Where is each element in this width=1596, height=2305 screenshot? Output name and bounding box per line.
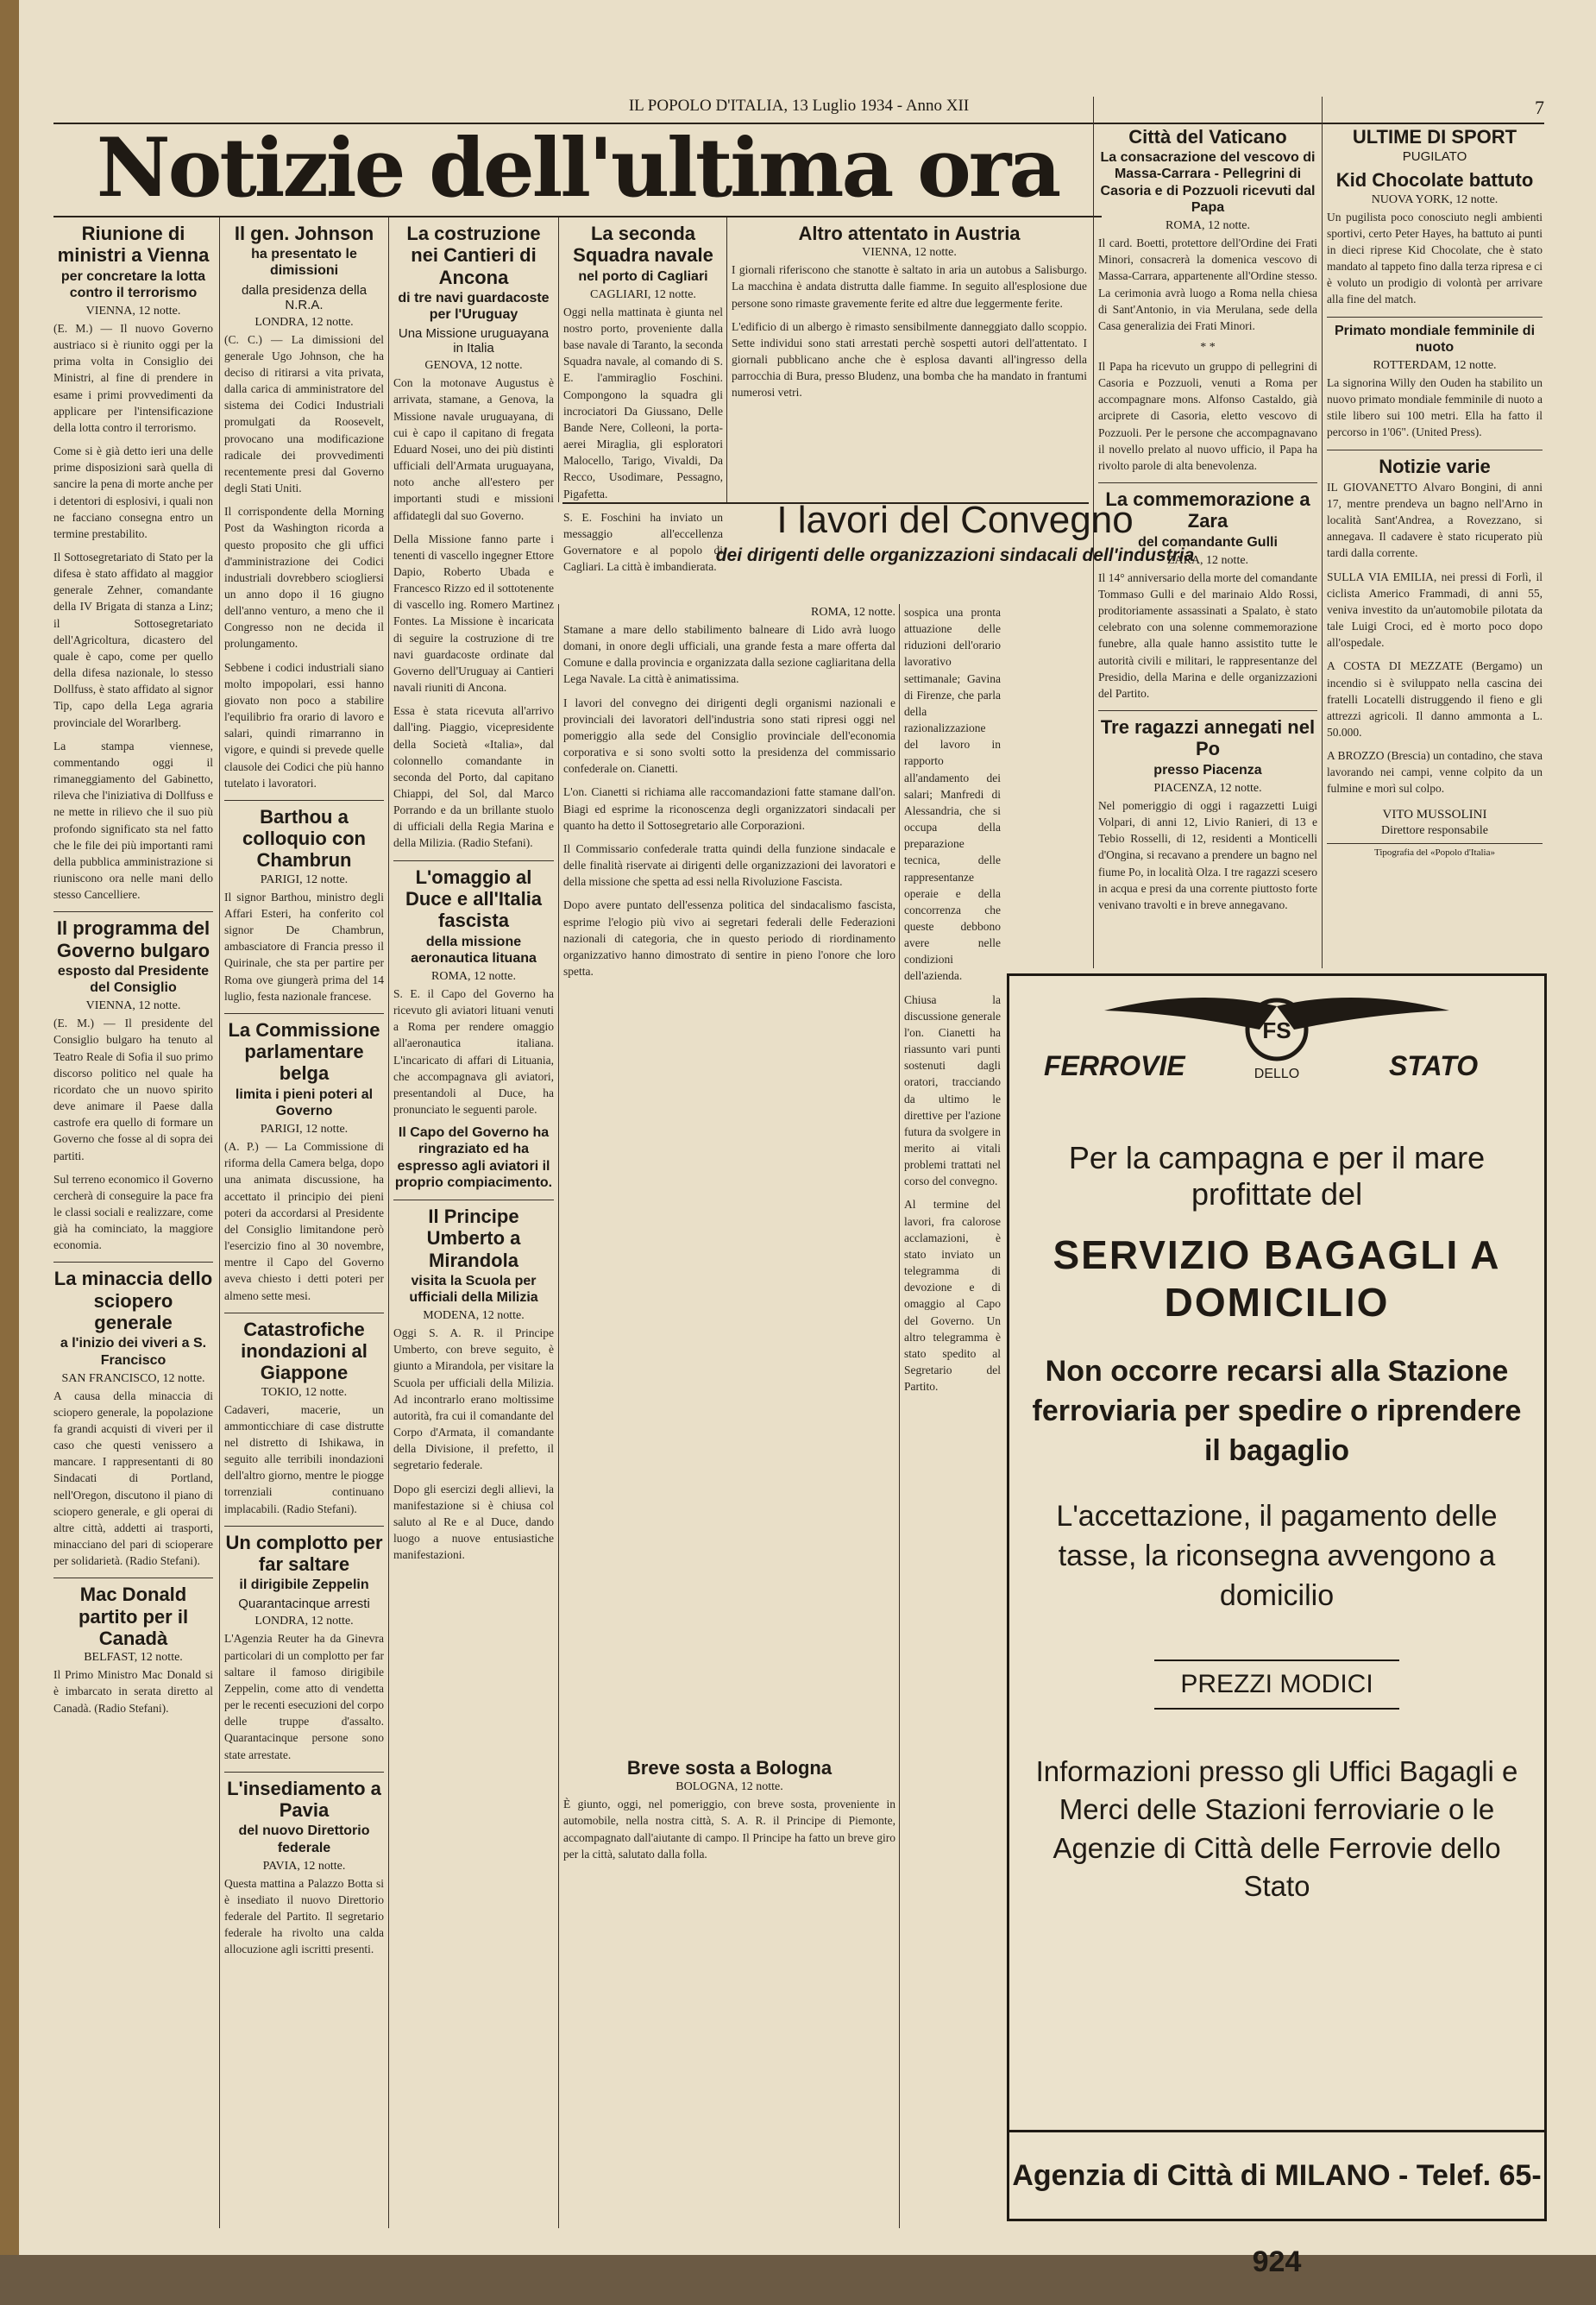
breve-sosta-article [563, 1752, 895, 2226]
article-paragraph: Cadaveri, macerie, un ammonticchiare di case distrutte nel distretto di Ishikawa, in seguito alle terribili inondazioni dell'altro giorno, mentre le piogge torrenziali continuano implacabili. (Radio Stefani). [224, 1402, 384, 1515]
article-paragraph: Un pugilista poco conosciuto negli ambienti sportivi, certo Peter Hayes, ha battuto ai punti in dieci riprese Kid Chocolate, che è stato mandato al tappeto fino dalla terza ripresa e ci è voluto un prodigio di volontà per arrivare alla fine del match. [1327, 210, 1543, 306]
subheadline: a l'inizio dei viveri a S. Francisco [60, 1336, 207, 1368]
kicker: PUGILATO [1402, 149, 1467, 165]
subheadline: Una Missione uruguayana in Italia [398, 326, 550, 356]
headline: Un complotto per far saltare [225, 1531, 383, 1575]
director-signature: VITO MUSSOLINI [1382, 807, 1487, 822]
headline: L'omaggio al Duce e all'Italia fascista [405, 866, 543, 932]
dateline: ROTTERDAM, 12 notte. [1373, 358, 1497, 372]
article-paragraph: Dopo avere puntato dell'essenza politica del sindacalismo fascista, esprime l'elogio più vivo ai segretari federali delle Federazioni nazionali di categoria, che in questo periodo di riordinamento organizzativo hanno dimostrato di sentire in pieno l'onore che loro spetta. [563, 898, 895, 978]
article-paragraph: Il card. Boetti, protettore dell'Ordine dei Frati Minori, consacrerà la domenica vescovo di Massa-Carrara, appartenente all'Ordine stesso. La cerimonia avrà luogo a Roma nella chiesa di Sant'Antonio, in via Merulana, sede della Casa generalizia dei Frati Minori. [1098, 236, 1317, 332]
headline: L'insediamento a Pavia [227, 1777, 381, 1822]
headline: Tre ragazzi annegati nel Po [1100, 716, 1316, 760]
article-paragraph: Sebbene i codici industriali siano molto impopolari, essi hanno giovato non poco a stabilire l'equilibrio fra orario di lavoro e salari, quindi rimarranno in vigore, e quindi si prevede quelle clausole dei Codici che più hanno tutelato i lavoratori. [224, 660, 384, 790]
column-rule [558, 604, 559, 2228]
article-separator [53, 911, 213, 912]
article-paragraph: Sul terreno economico il Governo cercherà di conseguire la pace fra le classi sociali e realizzare, come già ha cominciato, la maggiore economia. [53, 1172, 213, 1252]
article-separator [224, 1526, 384, 1527]
column-1 [53, 217, 213, 2228]
article-paragraph: La signorina Willy den Ouden ha stabilito un nuovo primato mondiale femminile di nuoto a stile libero sui 100 metri. Ella ha fatto il percorso in 1'06". (United Press). [1327, 375, 1543, 439]
headline: Riunione di ministri a Vienna [57, 223, 210, 267]
headline: La costruzione nei Cantieri di Ancona [406, 223, 541, 288]
article-paragraph: Il corrispondente della Morning Post da Washington ricorda a questo proposito che gli uffici d'amministrazione dei Codici industriali dovrebbero sciogliersi un anno dopo il 16 giugno dell'anno venturo, a meno che il Congresso non ne decida il prolungamento. [224, 505, 384, 651]
article-separator [1098, 710, 1317, 711]
ad-line-nostation: Non occorre recarsi alla Stazione ferroviaria per spedire o riprendere il bagaglio [1032, 1355, 1522, 1468]
page-binding-edge [0, 0, 19, 2255]
headline: Il gen. Johnson [234, 223, 374, 244]
column-7 [1327, 121, 1543, 967]
subheadline: del nuovo Direttorio federale [238, 1823, 370, 1855]
subheadline: ha presentato le dimissioni [251, 247, 357, 279]
masthead: Notizie dell'ultima ora [96, 121, 1059, 216]
subheadline: del comandante Gulli [1138, 534, 1278, 550]
article-paragraph: (C. C.) — La dimissioni del generale Ugo Johnson, che ha deciso di ritirarsi a vita privata, dalla carica di amministratore del sistema dei Codici Industriali promulgati da Roosevelt, provocano una modificazione radicale dei provvedimenti recentemente presi dal Governo degli Stati Uniti. [224, 332, 384, 495]
dateline: ZARA, 12 notte. [1166, 553, 1249, 567]
ad-footer-agency: Agenzia di Città di MILANO - Telef. 65-924 [1009, 2130, 1544, 2219]
headline: Kid Chocolate battuto [1335, 169, 1534, 192]
subheadline: della missione aeronautica lituana [411, 934, 537, 966]
subheadline: di tre navi guardacoste per l'Uruguay [398, 290, 550, 323]
article-separator [224, 1772, 384, 1773]
dateline: BELFAST, 12 notte. [84, 1651, 183, 1665]
convegno-headline: I lavori del Convegno [776, 499, 1134, 541]
article-paragraph: Il Sottosegretariato di Stato per la difesa è stato affidato al maggior generale Zehner, comandante della IV Brigata di stanza a Linz; il Sottosegretariato dell'Agricoltura, dicastero del quale è capo, come per quello della difesa nazionale, lo stesso Dollfuss, è stato affidato al signor Tip, capo della Lega agraria provinciale del Worarlberg. [53, 551, 213, 729]
article-paragraph: Al termine del lavori, fra calorose acclamazioni, è stato inviato un telegramma di devozione e di omaggio al Capo del Governo. Un altro telegramma è stato spedito al Segretario del Partito. [904, 1198, 1001, 1394]
dateline: PARIGI, 12 notte. [260, 872, 349, 886]
subheadline: il dirigibile Zeppelin [239, 1578, 369, 1593]
headline: Primato mondiale femminile di nuoto [1334, 323, 1536, 355]
subheadline: per concretare la lotta contro il terrorismo [60, 268, 206, 300]
convegno-column-b [904, 604, 1001, 2226]
article-paragraph: I lavori del convegno dei dirigenti degli organismi nazionali e provinciali dei lavoratori dell'industria sono stati ripresi oggi nel pomeriggio alla sede del Consiglio provinciale dell'economia corporativa e si sono svolti sotto la presidenza del commissario confederale on. Cianetti. [563, 696, 895, 776]
dateline: NUOVA YORK, 12 notte. [1371, 192, 1499, 206]
headline: La minaccia dello sciopero generale [53, 1268, 213, 1334]
article-paragraph: Con la motonave Augustus è arrivata, stamane, a Genova, la Missione navale uruguayana, di cui è capo il capitano di fregata Eduard Nosei, uno dei più distinti ufficiali dell'Armata uruguayana, noto anche all'estero per importanti studi e missioni affidategli dal suo Governo. [393, 376, 554, 522]
page-number: 7 [1535, 97, 1544, 118]
column-4-top [563, 217, 723, 574]
subheadline: visita la Scuola per ufficiali della Milizia [409, 1273, 538, 1305]
subheadline: esposto dal Presidente del Consiglio [57, 963, 210, 996]
article-paragraph: (E. M.) — Il nuovo Governo austriaco si è riunito oggi per la prima volta in Consiglio dei Ministri, al fine di prendere in esame i primi provvedimenti da applicare per l'intensificazione della lotta contro il terrorismo. [53, 321, 213, 434]
column-rule [388, 217, 389, 2228]
article-separator [53, 1262, 213, 1263]
article-paragraph: Il Primo Ministro Mac Donald si è imbarcato in serata diretto al Canadà. (Radio Stefani). [53, 1668, 213, 1715]
ad-line-intro: Per la campagna e per il mare profittate del [1068, 1140, 1486, 1212]
column-rule [726, 217, 727, 502]
headline: La seconda Squadra navale [573, 223, 713, 267]
article-separator [1327, 317, 1543, 318]
article-paragraph: sospica una pronta attuazione delle riduzioni dell'orario lavorativo settimanale; Gavina di Firenze, che parla della razionalizzazione del lavoro in rapporto all'andamento dei salari; Manfredi di Alessandria, che si occupa della preparazione tecnica, delle rappresentanze operaie e della concorrenza che queste debbono avere nelle condizioni dell'azienda. [904, 606, 1001, 983]
article-paragraph: Come si è già detto ieri una delle prime disposizioni sarà quella di sancire la pena di morte anche per i detentori di esplosivi, i quali non ne facciano consegna entro un termine prestabilito. [53, 444, 213, 540]
article-paragraph: L'Agenzia Reuter ha da Ginevra particolari di un complotto per far saltare il famoso dirigibile Zeppelin, come atto di vendetta per le recenti esecuzioni del corpo delle truppe d'assalto. Quarantacinque persone sono state arrestate. [224, 1632, 384, 1761]
column-rule [219, 217, 220, 2228]
column-6 [1098, 121, 1317, 967]
column-2 [224, 217, 384, 2228]
headline: Città del Vaticano [1128, 126, 1287, 148]
article-paragraph: Oggi S. A. R. il Principe Umberto, con breve seguito, è giunto a Mirandola, per visitare la Scuola per ufficiali della Milizia. Ad incontrarlo erano moltissime autorità, fra cui il comandante del Corpo d'Armata, il comandante della Divisione, il prefetto, il segretario federale. [393, 1326, 554, 1472]
article-paragraph: Il Commissario confederale tratta quindi della funzione sindacale e delle finalità riservate ai dirigenti delle organizzazioni dei lavoratori e della missione che spetta ad essi nella Rivoluzione Fascista. [563, 841, 895, 889]
article-paragraph: S. E. Foschini ha inviato un messaggio all'eccellenza Governatore e al popolo di Cagliari. La città è imbandierata. [563, 510, 723, 574]
dateline: GENOVA, 12 notte. [424, 359, 523, 373]
asterisk-divider: * * [1200, 340, 1216, 354]
article-paragraph: Questa mattina a Palazzo Botta si è insediato il nuovo Direttorio federale del Partito. Il segretario federale ha rivolto una calda allocuzione agli iscritti presenti. [224, 1876, 384, 1956]
dateline: CAGLIARI, 12 notte. [590, 287, 696, 301]
article-paragraph: La stampa viennese, commentando oggi il rimaneggiamento del Gabinetto, rileva che l'iniziativa di Dollfuss e ne mette in rilievo che il suo più profondo significato sta nel fatto che le file dei più importanti rami della pubblica amministrazione si riuniscono ora nelle mani dello stesso Cancelliere. [53, 739, 213, 902]
dateline: VIENNA, 12 notte. [862, 246, 957, 260]
ad-line-home: L'accettazione, il pagamento delle tasse, la riconsegna avvengono a domicilio [1056, 1500, 1498, 1612]
headline: Il programma del Governo bulgaro [56, 917, 210, 961]
dateline: TOKIO, 12 notte. [261, 1385, 348, 1399]
article-paragraph: L'edificio di un albergo è rimasto sensibilmente danneggiato dallo scoppio. Sette individui sono stati arrestati perchè sospetti autori dell'attentato. I giornali pubblicano anche che è esplosa davanti all'ingresso della parrocchia di Bura, presso Bludenz, una bomba che ha mandato in frantumi numerosi vetri. [732, 319, 1087, 400]
ad-line-prices: PREZZI MODICI [1154, 1659, 1398, 1710]
article-note: Il Capo del Governo ha ringraziato ed ha espresso agli aviatori il proprio compiacimento. [394, 1125, 553, 1190]
article-paragraph: Chiusa la discussione generale l'on. Cianetti ha riassunto vari punti sostenuti dagli oratori, tracciando da ultimo le direttive per l'azione futura da svolgere in merito ai vitali problemi trattati nel corso del convegno. [904, 992, 1001, 1188]
article-paragraph: A COSTA DI MEZZATE (Bergamo) un incendio si è sviluppato nella cascina dei fratelli Locatelli distruggendo il fieno e gli attrezzi agricoli. Il danno ammonta a L. 50.000. [1327, 659, 1543, 740]
ad-line-service: SERVIZIO BAGAGLI A DOMICILIO [1052, 1232, 1501, 1326]
dateline: SAN FRANCISCO, 12 notte. [61, 1371, 205, 1385]
fs-monogram: FS [1262, 1017, 1291, 1043]
subheadline: Quarantacinque arresti [238, 1596, 370, 1612]
article-paragraph: S. E. il Capo del Governo ha ricevuto gli aviatori lituani venuti a Roma per rendere omaggio all'aeronautica italiana. L'incaricato di affari di Lituania, che accompagnava gli aviatori, presentandoli al Duce, ha pronunciato le seguenti parole. [393, 986, 554, 1116]
subheadline: presso Piacenza [1153, 762, 1262, 778]
headline: Barthou a colloquio con Chambrun [242, 805, 366, 872]
article-paragraph: L'on. Cianetti si richiama alle raccomandazioni fatte stamane dall'on. Biagi ed esprime la riconoscenza degli organizzatori sindacali per quanto ha detto il Sottosegretario alle Corporazioni. [563, 785, 895, 832]
article-paragraph: Il Papa ha ricevuto un gruppo di pellegrini di Casoria e Pozzuoli, venuti a Roma per accompagnare mons. Alfonso Castaldo, già arciprete di Casoria, eletto vescovo di Pozzuoli. Per le persone che accompagnavano il novello prelato al nuovo ufficio, il Papa ha rivolto parole di alta benevolenza. [1098, 359, 1317, 472]
article-separator [1098, 482, 1317, 483]
headline: Catastrofiche inondazioni al Giappone [241, 1318, 368, 1384]
column-rule [1322, 97, 1323, 968]
convegno-subheadline: dei dirigenti delle organizzazioni sindacali dell'industria [715, 545, 1195, 565]
varie-section-title: Notizie varie [1379, 455, 1491, 477]
brand-left: FERROVIE [1044, 1050, 1185, 1081]
headline: Mac Donald partito per il Canadà [78, 1584, 189, 1650]
dateline: ROMA, 12 notte. [1166, 219, 1250, 233]
article-paragraph: Oggi nella mattinata è giunta nel nostro porto, proveniente dalla base navale di Taranto, la seconda Squadra navale, al comando di S. E. l'ammiraglio Foschini. Compongono la squadra gli incrociatori Da Giussano, Delle Bande Nere, Colleoni, la porta-aerei Miraglia, gli esploratori Malocello, Tarigo, Vivaldi, Da Recco, Usodimare, Pessagno, Pigafetta. [563, 305, 723, 501]
subheadline: limita i pieni poteri al Governo [235, 1086, 374, 1118]
dateline: ROMA, 12 notte. [431, 969, 516, 983]
headline: La Commissione parlamentare belga [228, 1018, 380, 1085]
article-paragraph: Della Missione fanno parte i tenenti di vascello ingegner Ettore Dapio, Roberto Ubada e Francesco Rizzo ed il sottotenente di vascello ing. Romero Martinez Fontes. La Missione è incaricata di seguire la costruzione di tre navi guardacoste ordinate dal Governo dell'Uruguay ai Cantieri navali riuniti di Ancona. [393, 532, 554, 695]
ferrovie-logo [1009, 976, 1544, 1097]
subheadline: La consacrazione del vescovo di Massa-Carrara - Pellegrini di Casoria e di Pozzuoli ricevuti dal Papa [1100, 150, 1316, 215]
ad-line-info: Informazioni presso gli Uffici Bagagli e Merci delle Stazioni ferroviarie o le Agenzie di Città delle Ferrovie dello Stato [1035, 1754, 1518, 1903]
dateline: PARIGI, 12 notte. [260, 1123, 349, 1137]
article-paragraph: Il 14° anniversario della morte del comandante Tommaso Gulli e del marinaio Aldo Rossi, proditoriamente assassinati a Spalato, è stato celebrato con una solenne commemorazione funebre, alla quale hanno assistito tutte le autorità civili e militari, le rappresentanze del Presidio, della Marina e delle organizzazioni del Partito. [1098, 570, 1317, 700]
convegno-column-a [563, 604, 895, 1743]
dateline: PAVIA, 12 notte. [262, 1859, 346, 1873]
sport-section-title: ULTIME DI SPORT [1352, 126, 1517, 148]
dateline: LONDRA, 12 notte. [254, 315, 354, 329]
dateline: BOLOGNA, 12 notte. [675, 1780, 783, 1794]
dateline: PIACENZA, 12 notte. [1153, 781, 1262, 795]
printer-credit: Tipografia del «Popolo d'Italia» [1327, 843, 1543, 858]
newspaper-page [19, 0, 1596, 2278]
article-separator [393, 860, 554, 861]
headline: La commemorazione a Zara [1105, 488, 1310, 532]
headline: Il Principe Umberto a Mirandola [426, 1205, 521, 1271]
dateline: ROMA, 12 notte. [811, 606, 895, 619]
column-rule [558, 217, 559, 502]
article-paragraph: Stamane a mare dello stabilimento balneare di Lido avrà luogo domani, in onore degli ufficiali, una grande festa a mare offerta dal Comune e dalla provincia e organizzata dalla sezione cagliaritana della Lega Navale. La città è animatissima. [563, 623, 895, 686]
article-paragraph: SULLA VIA EMILIA, nei pressi di Forlì, il ciclista Americo Frammadi, di anni 55, veniva investito da un'automobile pilotata da tale Luigi Croci, ed è morto poco dopo all'ospedale. [1327, 570, 1543, 650]
article-paragraph: (E. M.) — Il presidente del Consiglio bulgaro ha tenuto al Teatro Reale di Sofia il suo primo discorso politico nel quale ha ricordato che un nuovo spirito deve animare il Paese dalla castrofe era quello di formare un Governo che fosse al di sopra dei partiti. [53, 1017, 213, 1162]
article-paragraph: Il signor Barthou, ministro degli Affari Esteri, ha conferito col signor De Chambrun, ambasciatore di Francia presso il Quirinale, che sta per partire per Roma ove giungerà prima del 14 luglio, festa nazionale francese. [224, 890, 384, 1003]
ferrovie-advertisement [1007, 973, 1547, 2278]
headline: Breve sosta a Bologna [626, 1757, 833, 1779]
article-paragraph: I giornali riferiscono che stanotte è saltato in aria un autobus a Salisburgo. La macchina è andata distrutta dalle fiamme. In seguito all'esplosione due persone sono rimaste gravemente ferite ed altre due leggermente ferite. [732, 263, 1087, 310]
subheadline: nel porto di Cagliari [578, 268, 708, 284]
column-5-top [732, 217, 1087, 498]
dateline: VIENNA, 12 notte. [85, 304, 181, 318]
dateline: MODENA, 12 notte. [423, 1309, 525, 1323]
article-paragraph: È giunto, oggi, nel pomeriggio, con breve sosta, proveniente in automobile, nella nostra città, S. A. R. il Principe di Piemonte, accompagnato dall'aiutante di campo. Il Principe ha fatto un breve giro per la città, salutato dalla folla. [563, 1798, 895, 1861]
article-paragraph: IL GIOVANETTO Alvaro Bongini, di anni 17, mentre prendeva un bagno nell'Arno in località Sant'Andrea, a Rovezzano, si annegava. Il cadavere è stato ricuperato più tardi dalla corrente. [1327, 480, 1543, 560]
article-paragraph: (A. P.) — La Commissione di riforma della Camera belga, dopo una animata discussione, ha accettato il principio dei pieni poteri da accordarsi al Presidente del Consiglio limitandone però l'esercizio fino al 30 novembre, mentre il Capo del Governo aveva chiesto i detti poteri per almeno sette mesi. [224, 1140, 384, 1302]
article-paragraph: Dopo gli esercizi degli allievi, la manifestazione si è chiusa col saluto al Re e al Duce, dando luogo a nuove entusiastiche manifestazioni. [393, 1482, 554, 1562]
winged-wheel-icon [1009, 976, 1544, 1097]
dateline: VIENNA, 12 notte. [85, 999, 181, 1013]
subheadline: dalla presidenza della N.R.A. [241, 282, 368, 312]
headline: Altro attentato in Austria [798, 223, 1021, 244]
article-separator [224, 800, 384, 801]
column-rule [899, 604, 900, 2228]
brand-mid: DELLO [1254, 1067, 1300, 1081]
brand-right: STATO [1389, 1050, 1479, 1081]
column-3 [393, 217, 554, 2228]
dateline: LONDRA, 12 notte. [254, 1615, 354, 1628]
running-head-text: IL POPOLO D'ITALIA, 13 Luglio 1934 - Anno XII [628, 97, 970, 115]
article-separator [224, 1013, 384, 1014]
article-paragraph: Nel pomeriggio di oggi i ragazzetti Luigi Volpari, di anni 12, Livio Ranieri, di 13 e Tebio Rosselli, di 12, residenti a Monticelli d'Ongina, si recavano a prendere un bagno nel fiume Po, in località Olza. I tre ragazzi scesero in acqua e presi da una corrente piuttosto forte venivano travolti e in breve annegavano. [1098, 798, 1317, 911]
article-paragraph: A causa della minaccia di sciopero generale, la popolazione fa grandi acquisti di viveri per il caso che questi venissero a mancare. I rappresentanti di 80 Sindacati di Portland, nell'Oregon, discutono il piano di sciopero generale, e gli operai di altre città, addetti ai trasporti, minacciano del pari di scioperare per solidarietà. (Radio Stefani). [53, 1389, 213, 1568]
article-paragraph: A BROZZO (Brescia) un contadino, che stava lavorando nei campi, venne colpito da un fulmine e morì sul colpo. [1327, 749, 1543, 796]
director-role: Direttore responsabile [1380, 823, 1488, 837]
article-paragraph: Essa è stata ricevuta all'arrivo dall'ing. Piaggio, vicepresidente della Società «Italia», dal colonnello comandante in seconda del Porto, dal capitano Chiappi, del Sol, dal Marco Porrando e da un brillante stuolo di ufficiali della Regia Marina e della Milizia. (Radio Stefani). [393, 704, 554, 850]
